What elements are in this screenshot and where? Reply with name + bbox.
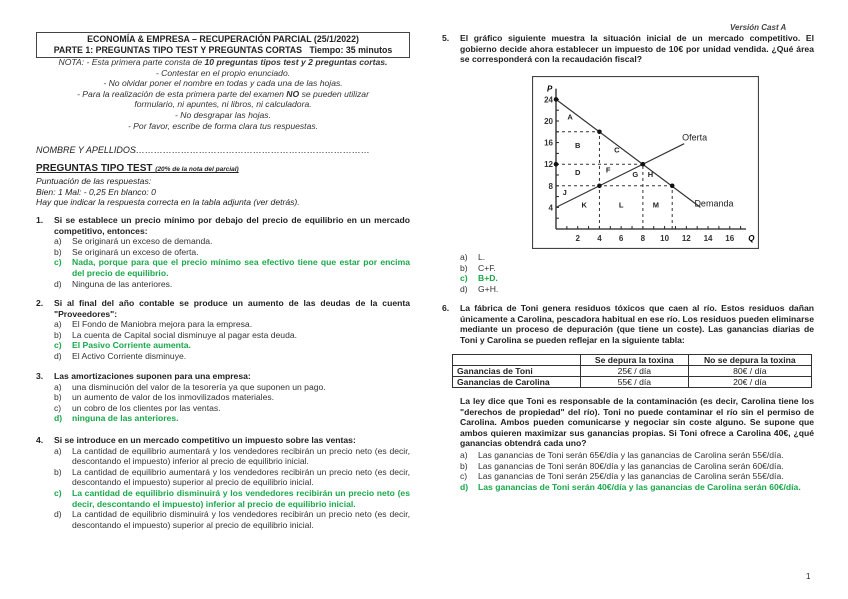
answer-option[interactable] — [36, 257, 410, 278]
questions-1-options-0-t: El Fondo de Maniobra mejora para la empresa. — [72, 319, 253, 330]
questions-1-options-1-l: b) — [54, 329, 62, 340]
answer-option[interactable] — [442, 252, 814, 263]
answer-option[interactable] — [36, 236, 410, 247]
area-label-G: G — [632, 170, 639, 180]
questions-3-options-3-l: d) — [54, 509, 62, 520]
table-row — [453, 377, 812, 388]
questions-2-options-1-l: b) — [54, 392, 62, 403]
question-1 — [36, 215, 410, 289]
table-row — [453, 366, 812, 377]
answer-option[interactable] — [442, 482, 817, 493]
questions-3-text: Si se introduce en un mercado competitivo un impuesto sobre las ventas: — [54, 435, 356, 445]
point — [670, 184, 675, 189]
questions-3-n: 4. — [36, 435, 44, 445]
questions-5-options-0-l: a) — [460, 450, 468, 460]
nota-l1a: NOTA: - Esta primera parte consta de — [58, 57, 205, 67]
table-rows-0-1: 25€ / día — [581, 366, 689, 377]
questions-4-options-1-t: C+F. — [478, 262, 496, 273]
point — [554, 97, 559, 102]
answer-option[interactable] — [36, 392, 410, 403]
nota-block — [36, 57, 410, 131]
questions-2-options-3-l: d) — [54, 413, 63, 424]
x-tick-label: 12 — [681, 234, 691, 243]
answer-option[interactable] — [442, 273, 814, 284]
questions-1-options-0-l: a) — [54, 319, 62, 330]
exam-header — [36, 32, 410, 58]
answer-option[interactable] — [36, 509, 410, 530]
answer-option[interactable] — [442, 263, 814, 274]
area-label-H: H — [647, 170, 654, 180]
section-p2: Bien: 1 Mal: - 0,25 En blanco: 0 — [36, 186, 156, 197]
questions-2-options-0-l: a) — [54, 381, 62, 392]
answer-option[interactable] — [36, 340, 410, 351]
area-label-J: J — [562, 187, 567, 197]
questions-2-options-3-t: ninguna de las anteriores. — [72, 413, 179, 424]
point — [641, 162, 646, 167]
questions-0-options-0-l: a) — [54, 236, 62, 247]
nota-l6: - No desgrapar las hojas. — [174, 109, 271, 120]
questions-0-options-1-t: Se originará un exceso de oferta. — [72, 246, 199, 257]
questions-1-options-3-l: d) — [54, 350, 62, 361]
oferta-label: Oferta — [682, 132, 708, 143]
answer-option[interactable] — [36, 351, 410, 362]
questions-0-options-3-t: Ninguna de las anteriores. — [72, 278, 173, 289]
answer-option[interactable] — [442, 450, 817, 461]
answer-option[interactable] — [36, 467, 410, 488]
area-label-K: K — [581, 200, 587, 210]
area-label-M: M — [652, 200, 660, 210]
section-p3: Hay que indicar la respuesta correcta en la tabla adjunta (ver detrás). — [36, 197, 300, 208]
question-4 — [36, 435, 410, 530]
answer-option[interactable] — [442, 284, 814, 295]
questions-2-options-2-l: c) — [54, 402, 62, 413]
questions-3-options-0-t: La cantidad de equilibrio aumentará y los vendedores recibirán un precio neto (es decir, descontando el impuesto) inferior al precio de equilibrio inicial. — [72, 445, 410, 467]
name-field[interactable]: NOMBRE Y APELLIDOS…………………………………………………………………… — [36, 145, 370, 155]
table-rows-1-1: 55€ / día — [581, 377, 689, 388]
questions-2-text: Las amortizaciones suponen para una empresa: — [54, 371, 251, 381]
x-tick-label: 6 — [618, 234, 624, 243]
nota-l1b: 10 preguntas tipos test y 2 preguntas cortas. — [204, 57, 388, 67]
nota-l2: - Contestar en el propio enunciado. — [155, 67, 291, 78]
questions-0-text: Si se establece un precio mínimo por debajo del precio de equilibrio en un mercado competitivo, entonces: — [54, 215, 410, 236]
nota-l4b: NO — [286, 88, 300, 99]
x-axis-label: Q — [748, 234, 755, 243]
area-label-F: F — [605, 165, 611, 175]
page-number: 1 — [806, 572, 811, 581]
x-tick-label: 16 — [725, 234, 735, 243]
questions-3-options-1-t: La cantidad de equilibrio aumentará y los vendedores recibirán un precio neto (es decir, descontando el impuesto) superior al precio de equilibrio inicial. — [72, 466, 410, 488]
questions-2-options-1-t: un aumento de valor de los inmovilizados materiales. — [72, 392, 275, 403]
y-tick-label: 24 — [544, 95, 553, 105]
table-headers-1: Se depura la toxina — [581, 355, 689, 366]
section-test — [36, 163, 410, 208]
y-tick-label: 4 — [548, 203, 553, 213]
question-3 — [36, 371, 410, 424]
table-rows-0-2: 80€ / día — [688, 366, 811, 377]
q6-text2: La ley dice que Toni es responsable de la contaminación (es decir, Carolina tiene los "derechos de propiedad" del río). Toni no puede contaminar el río sin el permiso de Carolina. Ambos pueden comunicarse y negociar sin coste alguno. Se supone que ambos quieren maximizar sus ganancias propias. Si Toni ofrece a Carolina 40€, ¿qué ganancias obtendrá cada uno? — [460, 396, 814, 449]
y-axis-label: P — [547, 84, 553, 94]
questions-0-n: 1. — [36, 215, 44, 225]
questions-0-options-3-l: d) — [54, 278, 62, 289]
x-tick-label: 4 — [597, 234, 602, 243]
nota-l4a: - Para la realización de esta primera parte del examen — [77, 88, 287, 99]
questions-4-n: 5. — [442, 33, 450, 43]
questions-4-options-0-t: L. — [478, 252, 486, 262]
table-headers-2: No se depura la toxina — [688, 355, 811, 366]
questions-4-options-3-t: G+H. — [478, 283, 499, 294]
questions-2-options-2-t: un cobro de los clientes por las ventas. — [72, 402, 221, 413]
questions-1-n: 2. — [36, 298, 44, 308]
exam-title: ECONOMÍA & EMPRESA – RECUPERACIÓN PARCIAL (25/1/2022) — [87, 34, 359, 44]
questions-3-options-1-l: b) — [54, 466, 62, 477]
answer-option[interactable] — [442, 471, 817, 482]
question-5 — [442, 33, 814, 65]
questions-1-options-3-t: El Activo Corriente disminuye. — [72, 350, 187, 361]
answer-option[interactable] — [36, 247, 410, 258]
question-2 — [36, 298, 410, 362]
answer-option[interactable] — [36, 319, 410, 330]
questions-3-options-3-t: La cantidad de equilibrio disminuirá y los vendedores recibirán un precio neto (es decir, descontando el impuesto) superior al precio de equilibrio inicial. — [72, 509, 410, 530]
answer-option[interactable] — [36, 446, 410, 467]
questions-5-options-3-l: d) — [460, 481, 469, 492]
answer-option[interactable] — [36, 488, 410, 509]
table-rows-1-0: Ganancias de Carolina — [453, 377, 581, 388]
questions-2-options-0-t: una disminución del valor de la tesorería ya que suponen un pago. — [72, 381, 326, 392]
questions-5-options-1-l: b) — [460, 460, 468, 471]
questions-4-options-3-l: d) — [460, 283, 468, 294]
questions-5-options-2-t: Las ganancias de Toni serán 25€/día y las ganancias de Carolina serán 55€/día. — [478, 471, 784, 482]
questions-1-options-2-l: c) — [54, 340, 62, 351]
questions-5-options-2-l: c) — [460, 471, 468, 482]
exam-part: PARTE 1: PREGUNTAS TIPO TEST Y PREGUNTAS CORTAS Tiempo: 35 minutos — [53, 45, 393, 55]
y-tick-label: 16 — [544, 138, 553, 148]
area-label-C: C — [614, 145, 620, 155]
y-tick-label: 8 — [548, 181, 553, 191]
questions-5-text: La fábrica de Toni genera residuos tóxicos que caen al río. Estos residuos dañan únicamente a Carolina, pescadora habitual en ese río. Los residuos pueden eliminarse mediante un proceso de depuración (que tiene un coste). Las ganancias diarias de Toni y Carolina se pueden reflejar en la siguiente tabla: — [460, 303, 814, 345]
area-label-L: L — [618, 200, 624, 210]
questions-0-options-1-l: b) — [54, 246, 62, 257]
questions-0-options-0-t: Se originará un exceso de demanda. — [72, 236, 213, 247]
area-label-B: B — [575, 141, 581, 150]
nota-l4c: se pueden utilizar — [299, 88, 369, 99]
answer-option[interactable] — [36, 279, 410, 290]
questions-5-options-1-t: Las ganancias de Toni serán 80€/día y las ganancias de Carolina serán 60€/día. — [478, 460, 784, 471]
x-tick-label: 2 — [575, 234, 580, 243]
section-title: PREGUNTAS TIPO TEST — [36, 163, 153, 174]
questions-5-options-3-t: Las ganancias de Toni serán 40€/día y las ganancias de Carolina serán 60€/día. — [478, 481, 801, 492]
point — [554, 162, 559, 167]
questions-4-options-0-l: a) — [460, 252, 468, 262]
point — [597, 130, 602, 135]
section-p1: Puntuación de las respuestas: — [36, 176, 152, 186]
demanda-label: Demanda — [694, 198, 734, 209]
nota-l3: - No olvidar poner el nombre en todas y cada una de las hojas. — [103, 78, 343, 89]
questions-4-text: El gráfico siguiente muestra la situación inicial de un mercado competitivo. El gobierno decide ahora establecer un impuesto de 10€ por unidad vendida. ¿Qué área se corresponderá con la recaudación fiscal? — [460, 33, 814, 65]
area-label-A: A — [567, 112, 573, 122]
y-tick-label: 12 — [544, 160, 553, 170]
x-tick-label: 8 — [640, 234, 646, 243]
questions-3-options-0-l: a) — [54, 445, 62, 456]
question-6 — [442, 303, 814, 345]
questions-4-options-1-l: b) — [460, 262, 468, 273]
questions-1-options-1-t: La cuenta de Capital social disminuye al pagar esta deuda. — [72, 329, 298, 340]
answer-option[interactable] — [442, 461, 817, 472]
questions-5-n: 6. — [442, 303, 450, 313]
version-label: Versión Cast A — [730, 23, 787, 32]
answer-option[interactable] — [36, 413, 410, 424]
supply-demand-chart — [532, 76, 759, 249]
questions-5-options-0-t: Las ganancias de Toni serán 65€/día y las ganancias de Carolina serán 55€/día. — [478, 450, 784, 460]
point — [597, 184, 602, 189]
section-sub: (20% de la nota del parcial) — [155, 166, 239, 173]
questions-3-options-2-t: La cantidad de equilibrio disminuirá y los vendedores recibirán un precio neto (es decir, descontando el impuesto) inferior al precio de equilibrio inicial. — [72, 487, 410, 509]
answer-option[interactable] — [36, 330, 410, 341]
nota-l7: - Por favor, escribe de forma clara tus respuestas. — [127, 120, 319, 131]
table-rows-0-0: Ganancias de Toni — [453, 366, 581, 377]
questions-3-options-2-l: c) — [54, 487, 62, 498]
table-rows-1-2: 20€ / día — [688, 377, 811, 388]
answer-option[interactable] — [36, 403, 410, 414]
x-tick-label: 14 — [703, 234, 713, 243]
x-tick-label: 10 — [660, 234, 670, 243]
questions-4-options-2-l: c) — [460, 273, 468, 284]
questions-4-options-2-t: B+D. — [478, 273, 498, 284]
questions-0-options-2-l: c) — [54, 257, 62, 268]
questions-1-options-2-t: El Pasivo Corriente aumenta. — [72, 340, 191, 351]
questions-2-n: 3. — [36, 371, 44, 381]
nota-l5: formulario, ni apuntes, ni libros, ni calculadora. — [134, 99, 312, 110]
earnings-table — [452, 354, 812, 388]
answer-option[interactable] — [36, 382, 410, 393]
questions-1-text: Si al final del año contable se produce un aumento de las deudas de la cuenta "Proveedores": — [54, 298, 410, 319]
area-label-D: D — [575, 168, 581, 177]
y-tick-label: 20 — [544, 117, 553, 126]
questions-0-options-2-t: Nada, porque para que el precio mínimo sea efectivo tiene que estar por encima del precio de equilibrio. — [72, 257, 410, 278]
